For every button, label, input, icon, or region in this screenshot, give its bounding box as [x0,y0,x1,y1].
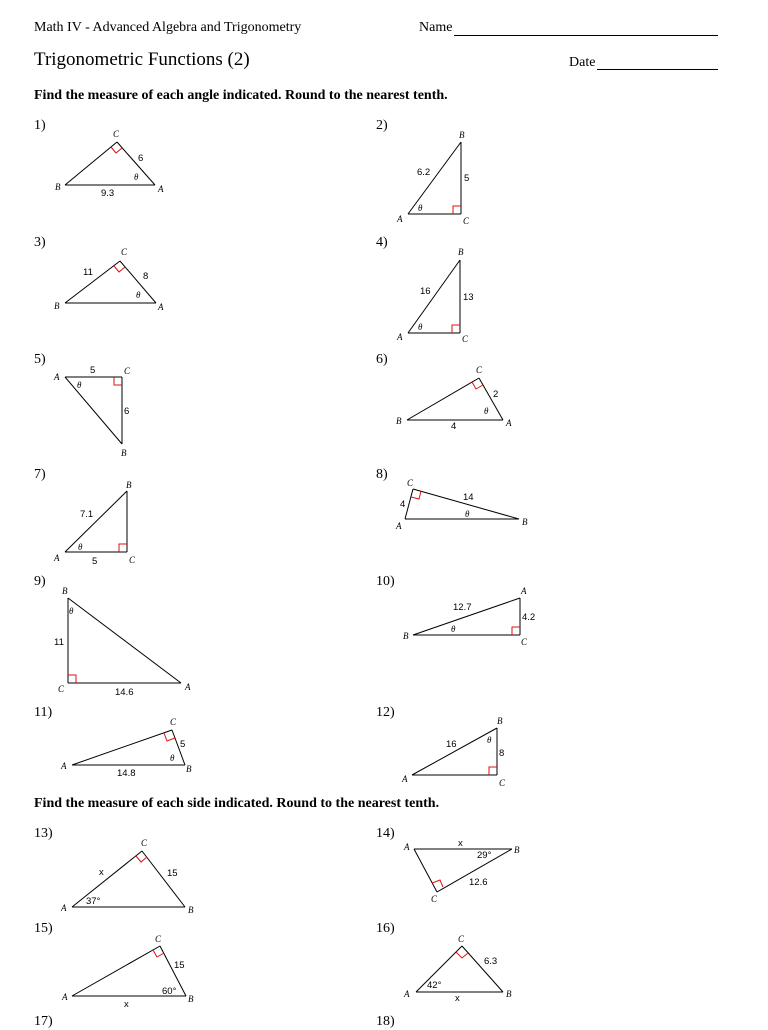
problem-number: 4) [376,235,388,250]
vertex-label: A [185,682,191,692]
side-label: 11 [54,637,64,648]
side-label: 5 [90,365,96,376]
side-label: 14 [463,492,474,503]
angle-theta: θ [134,172,139,182]
vertex-label: A [506,418,512,428]
vertex-label: B [458,247,464,257]
triangle-figure-11 [60,717,192,779]
vertex-label: C [121,247,128,257]
vertex-label: A [521,586,527,596]
side-label: 5 [464,173,470,184]
triangle-figure-9 [54,586,191,698]
vertex-label: C [113,129,120,139]
side-label: 4 [400,499,406,510]
vertex-label: A [54,553,60,563]
problem-number: 8) [376,467,388,482]
vertex-label: B [126,480,132,490]
vertex-label: A [396,521,402,531]
side-label: 12.6 [469,877,488,888]
vertex-label: A [61,903,67,913]
vertex-label: B [188,994,194,1004]
vertex-label: B [121,448,127,458]
side-label: 5 [180,739,186,750]
side-label: x [99,867,104,878]
triangle-figure-2 [396,130,470,226]
problem-number: 5) [34,352,46,367]
name-label: Name [419,20,453,35]
triangle-figure-3 [54,247,164,312]
angle-theta: θ [69,606,74,616]
vertex-label: B [522,517,528,527]
angle-theta: θ [487,735,492,745]
angle-theta: θ [78,542,83,552]
side-label: 6 [124,406,130,417]
vertex-label: C [58,684,65,694]
vertex-label: C [463,216,470,226]
vertex-label: B [55,182,61,192]
vertex-label: A [404,989,410,999]
side-label: 4 [451,421,457,432]
vertex-label: A [404,842,410,852]
section-instruction-sides: Find the measure of each side indicated. Round to the nearest tenth. [34,796,440,811]
angle-label: 29° [477,850,492,861]
vertex-label: A [54,372,60,382]
vertex-label: A [397,214,403,224]
vertex-label: C [155,934,162,944]
vertex-label: C [499,778,506,788]
vertex-label: B [188,905,194,915]
section-instruction-angles: Find the measure of each angle indicated. Round to the nearest tenth. [34,88,448,103]
side-label: 15 [167,868,178,879]
vertex-label: C [431,894,438,904]
vertex-label: B [396,416,402,426]
triangle-figure-15 [61,934,194,1010]
problem-number: 9) [34,574,46,589]
angle-theta: θ [465,509,470,519]
angle-theta: θ [418,203,423,213]
side-label: 6.3 [484,956,498,967]
vertex-label: C [462,334,469,344]
side-label: 16 [446,739,457,750]
angle-label: 60° [162,986,177,997]
side-label: x [458,838,463,849]
side-label: 14.8 [117,768,136,779]
angle-label: 37° [86,896,101,907]
vertex-label: C [407,478,414,488]
triangle-figure-12 [401,716,506,788]
course-title: Math IV - Advanced Algebra and Trigonometry [34,20,302,35]
problem-number: 10) [376,574,395,589]
side-label: x [455,993,460,1004]
triangle-figure-14 [403,838,520,904]
side-label: 16 [420,286,431,297]
vertex-label: A [61,761,67,771]
problem-number: 1) [34,118,46,133]
vertex-label: A [397,332,403,342]
vertex-label: A [158,184,164,194]
problem-number: 16) [376,921,395,936]
triangle-figure-7 [53,480,136,567]
side-label: 15 [174,960,185,971]
problem-number: 11) [34,705,53,720]
vertex-label: B [506,989,512,999]
vertex-label: B [62,586,68,596]
angle-theta: θ [451,624,456,634]
vertex-label: C [458,934,465,944]
side-label: 6 [138,153,144,164]
vertex-label: C [129,555,136,565]
vertex-label: C [476,365,483,375]
triangle-figure-1 [55,129,164,199]
side-label: x [124,999,129,1010]
side-label: 9.3 [101,188,115,199]
vertex-label: C [170,717,177,727]
vertex-label: B [459,130,465,140]
side-label: 4.2 [522,612,536,623]
problem-number: 7) [34,467,46,482]
triangle-figure-13 [60,838,194,915]
side-label: 14.6 [115,687,134,698]
vertex-label: B [403,631,409,641]
side-label: 12.7 [453,602,472,613]
side-label: 8 [499,748,505,759]
angle-label: 42° [427,980,442,991]
triangle-figure-4 [396,247,474,344]
vertex-label: B [497,716,503,726]
vertex-label: A [158,302,164,312]
vertex-label: B [186,764,192,774]
problem-number: 6) [376,352,388,367]
vertex-label: C [124,366,131,376]
side-label: 8 [143,271,149,282]
triangle-figure-16 [403,934,512,1004]
angle-theta: θ [418,322,423,332]
side-label: 7.1 [80,509,94,520]
triangle-figure-10 [403,586,535,647]
angle-theta: θ [484,406,489,416]
side-label: 2 [493,389,499,400]
vertex-label: C [521,637,528,647]
angle-theta: θ [170,753,175,763]
vertex-label: C [141,838,148,848]
vertex-label: A [402,774,408,784]
problem-number: 18) [376,1014,395,1029]
date-label: Date [569,55,596,70]
worksheet-title: Trigonometric Functions (2) [34,49,250,70]
angle-theta: θ [77,380,82,390]
triangle-figure-8 [395,478,528,531]
side-label: 11 [83,267,93,278]
side-label: 6.2 [417,167,431,178]
side-label: 5 [92,556,98,567]
angle-theta: θ [136,290,141,300]
problem-number: 14) [376,826,395,841]
problem-number: 3) [34,235,46,250]
side-label: 13 [463,292,474,303]
vertex-label: B [54,301,60,311]
problem-number: 12) [376,705,395,720]
problem-number: 2) [376,118,388,133]
triangle-figure-5 [53,365,131,458]
vertex-label: B [514,845,520,855]
vertex-label: A [62,992,68,1002]
problem-number: 13) [34,826,53,841]
triangle-figure-6 [396,365,512,432]
problem-number: 17) [34,1014,53,1029]
problem-number: 15) [34,921,53,936]
